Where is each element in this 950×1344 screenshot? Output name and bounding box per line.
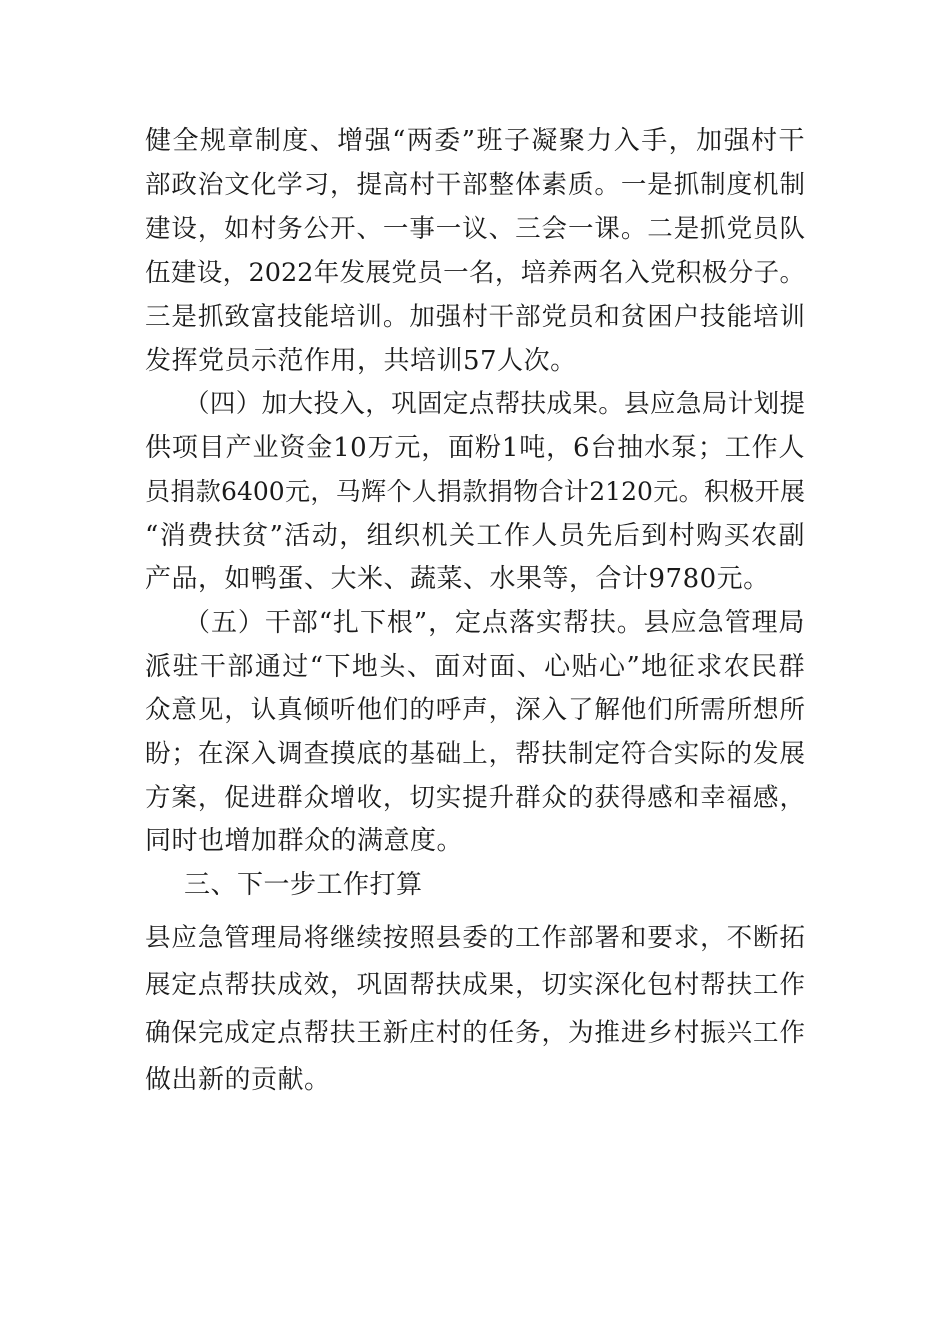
text-line: 同时也增加群众的满意度。 [145,826,464,856]
text-line: 展定点帮扶成效，巩固帮扶成果，切实深化包村帮扶工作 [145,970,805,1000]
text-line: 发挥党员示范作用，共培训57人次。 [145,346,577,376]
text-line: 供项目产业资金10万元，面粉1吨，6台抽水泵；工作人 [145,433,805,463]
text-line: 产品，如鸭蛋、大米、蔬菜、水果等，合计9780元。 [145,564,770,594]
text-line: 部政治文化学习，提高村干部整体素质。一是抓制度机制 [145,170,805,200]
text-line: 员捐款6400元，马辉个人捐款捐物合计2120元。积极开展 [145,477,805,506]
text-line: 方案，促进群众增收，切实提升群众的获得感和幸福感， [145,783,805,813]
text-line: 伍建设，2022年发展党员一名，培养两名入党积极分子。 [145,258,805,288]
section-heading-line: （五）干部“扎下根”，定点落实帮扶。县应急管理局 [184,608,805,638]
text-line: 做出新的贡献。 [145,1065,331,1095]
text-line: 县应急管理局将继续按照县委的工作部署和要求，不断拓 [145,923,805,953]
text-line: 众意见，认真倾听他们的呼声，深入了解他们所需所想所 [145,695,805,725]
text-line: “消费扶贫”活动，组织机关工作人员先后到村购买农副 [145,521,805,551]
text-line: 确保完成定点帮扶王新庄村的任务，为推进乡村振兴工作 [145,1018,805,1048]
section-title: 三、下一步工作打算 [184,870,423,900]
text-line: 盼；在深入调查摸底的基础上，帮扶制定符合实际的发展 [145,739,805,769]
section-heading-line: （四）加大投入，巩固定点帮扶成果。县应急局计划提 [184,389,805,419]
text-line: 派驻干部通过“下地头、面对面、心贴心”地征求农民群 [145,652,805,682]
text-line: 建设，如村务公开、一事一议、三会一课。二是抓党员队 [145,214,805,244]
text-line: 三是抓致富技能培训。加强村干部党员和贫困户技能培训 [145,302,805,332]
text-line: 健全规章制度、增强“两委”班子凝聚力入手，加强村干 [145,126,805,156]
